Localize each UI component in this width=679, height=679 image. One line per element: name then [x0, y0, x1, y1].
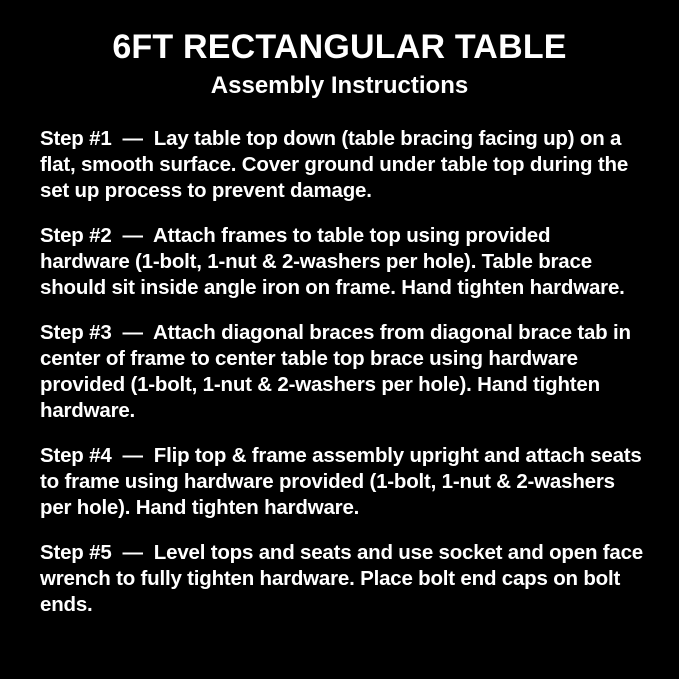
step-3-paragraph: Step #3 — Attach diagonal braces from diagonal brace tab in center of frame to center table top brace using hardware provided (1-bolt, 1-nut & 2-washers per hole). Hand tighten hardware.: [40, 321, 637, 423]
step-1-paragraph: Step #1 — Lay table top down (table bracing facing up) on a flat, smooth surface. Cover ground under table top during the set up process to prevent damage.: [40, 127, 634, 203]
page-title: 6FT RECTANGULAR TABLE: [112, 28, 567, 66]
page-subtitle: Assembly Instructions: [210, 71, 469, 99]
step-2-paragraph: Step #2 — Attach frames to table top using provided hardware (1-bolt, 1-nut & 2-washers per hole). Table brace should sit inside angle iron on frame. Hand tighten hardware.: [40, 224, 625, 300]
poster-header: [0, 30, 679, 99]
step-5-paragraph: Step #5 — Level tops and seats and use socket and open face wrench to fully tighten hardware. Place bolt end caps on bolt ends.: [40, 541, 649, 617]
steps-list: [0, 126, 679, 618]
step-4-paragraph: Step #4 — Flip top & frame assembly upright and attach seats to frame using hardware provided (1-bolt, 1-nut & 2-washers per hole). Hand tighten hardware.: [40, 444, 648, 520]
